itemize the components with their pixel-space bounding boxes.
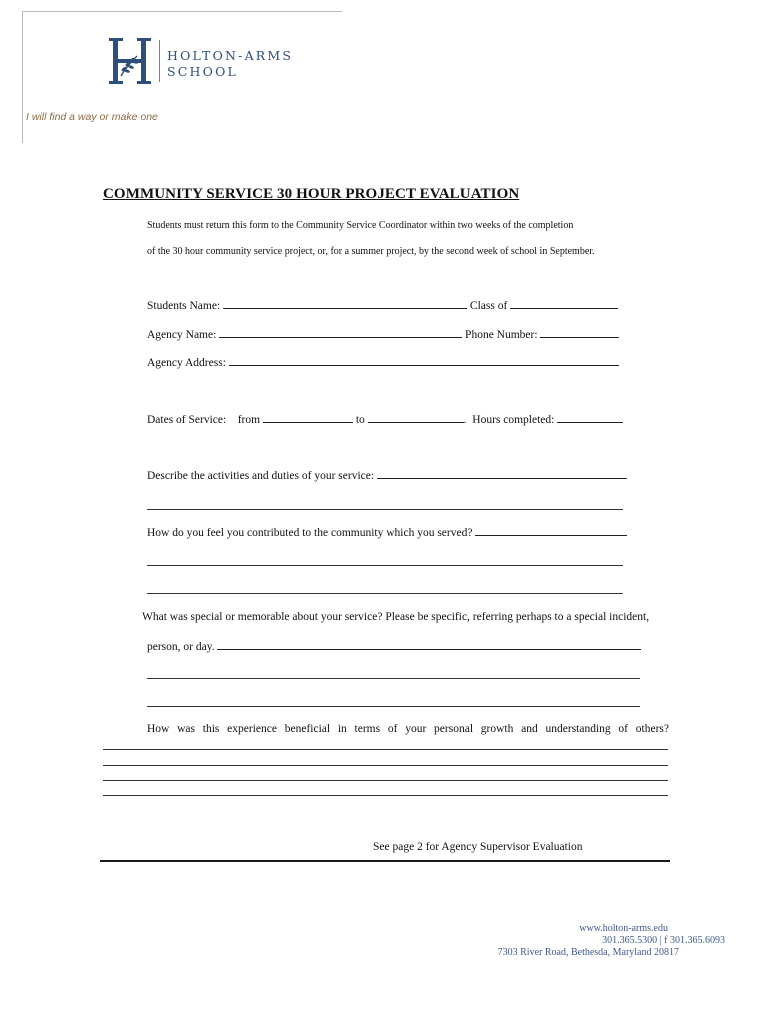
q1-answer-field[interactable] [377, 468, 627, 479]
agency-name-field[interactable] [219, 327, 462, 338]
students-name-field[interactable] [223, 298, 467, 309]
agency-address-label: Agency Address: [147, 357, 226, 369]
q3-answer-line-2[interactable] [147, 706, 640, 707]
school-name-line2: SCHOOL [167, 64, 239, 79]
q4-answer-line-1[interactable] [103, 749, 668, 750]
q4-answer-line-2[interactable] [103, 765, 668, 766]
q1-row [147, 468, 627, 482]
dates-of-service-label: Dates of Service: [147, 414, 227, 426]
q2-answer-line-1[interactable] [147, 565, 623, 566]
q3-answer-line-1[interactable] [147, 678, 640, 679]
to-label: to [355, 414, 365, 426]
class-of-label: Class of [469, 300, 508, 312]
school-name [167, 48, 293, 80]
date-from-field[interactable] [263, 412, 353, 423]
q4-label: How was this experience beneficial in terms of your personal growth and understanding of others? [147, 723, 669, 735]
class-of-field[interactable] [510, 298, 618, 309]
hours-completed-field[interactable] [557, 412, 623, 423]
q2-label: How do you feel you contributed to the community which you served? [147, 527, 473, 539]
q2-row [147, 525, 627, 539]
holton-arms-logo-icon [107, 36, 153, 86]
hours-completed-label: Hours completed: [472, 414, 555, 426]
phone-number-label: Phone Number: [465, 329, 538, 341]
q4-answer-line-4[interactable] [103, 795, 668, 796]
footer-address: 7303 River Road, Bethesda, Maryland 20817 [497, 947, 679, 958]
q3-answer-field[interactable] [217, 639, 641, 650]
q3-row-cont [147, 639, 641, 653]
logo-divider [159, 40, 160, 82]
q2-answer-line-2[interactable] [147, 593, 623, 594]
students-name-label: Students Name: [147, 300, 221, 312]
see-page-2-note: See page 2 for Agency Supervisor Evaluation [373, 841, 583, 853]
phone-number-field[interactable] [540, 327, 619, 338]
dates-of-service-row: Dates of Service: from to . Hours completed: [147, 412, 623, 426]
q3-label-cont: person, or day. [147, 641, 215, 653]
from-label: from [237, 414, 261, 426]
q2-answer-field[interactable] [475, 525, 627, 536]
footer-phone-fax: 301.365.5300 | f 301.365.6093 [602, 935, 725, 946]
agency-address-field[interactable] [229, 355, 619, 366]
letterhead-top-rule [22, 11, 342, 12]
q1-label: Describe the activities and duties of your service: [147, 470, 375, 482]
agency-name-label: Agency Name: [147, 329, 217, 341]
letterhead-left-rule [22, 11, 23, 143]
date-to-field[interactable] [368, 412, 464, 423]
footer-website: www.holton-arms.edu [579, 923, 668, 934]
q1-answer-line[interactable] [147, 509, 623, 510]
form-title: COMMUNITY SERVICE 30 HOUR PROJECT EVALUATION [103, 186, 520, 202]
agency-address-row [147, 355, 619, 369]
school-motto: I will find a way or make one [26, 111, 158, 123]
school-name-line1: HOLTON-ARMS [167, 48, 294, 63]
bottom-divider [100, 860, 670, 862]
intro-line-1: Students must return this form to the Community Service Coordinator within two weeks of the completion [147, 220, 574, 231]
intro-line-2: of the 30 hour community service project, or, for a summer project, by the second week of school in September. [147, 246, 595, 257]
agency-name-row [147, 327, 619, 341]
q4-answer-line-3[interactable] [103, 780, 668, 781]
q3-label: What was special or memorable about your service? Please be specific, referring perhaps to a special incident, [142, 611, 650, 623]
students-name-row [147, 298, 618, 312]
